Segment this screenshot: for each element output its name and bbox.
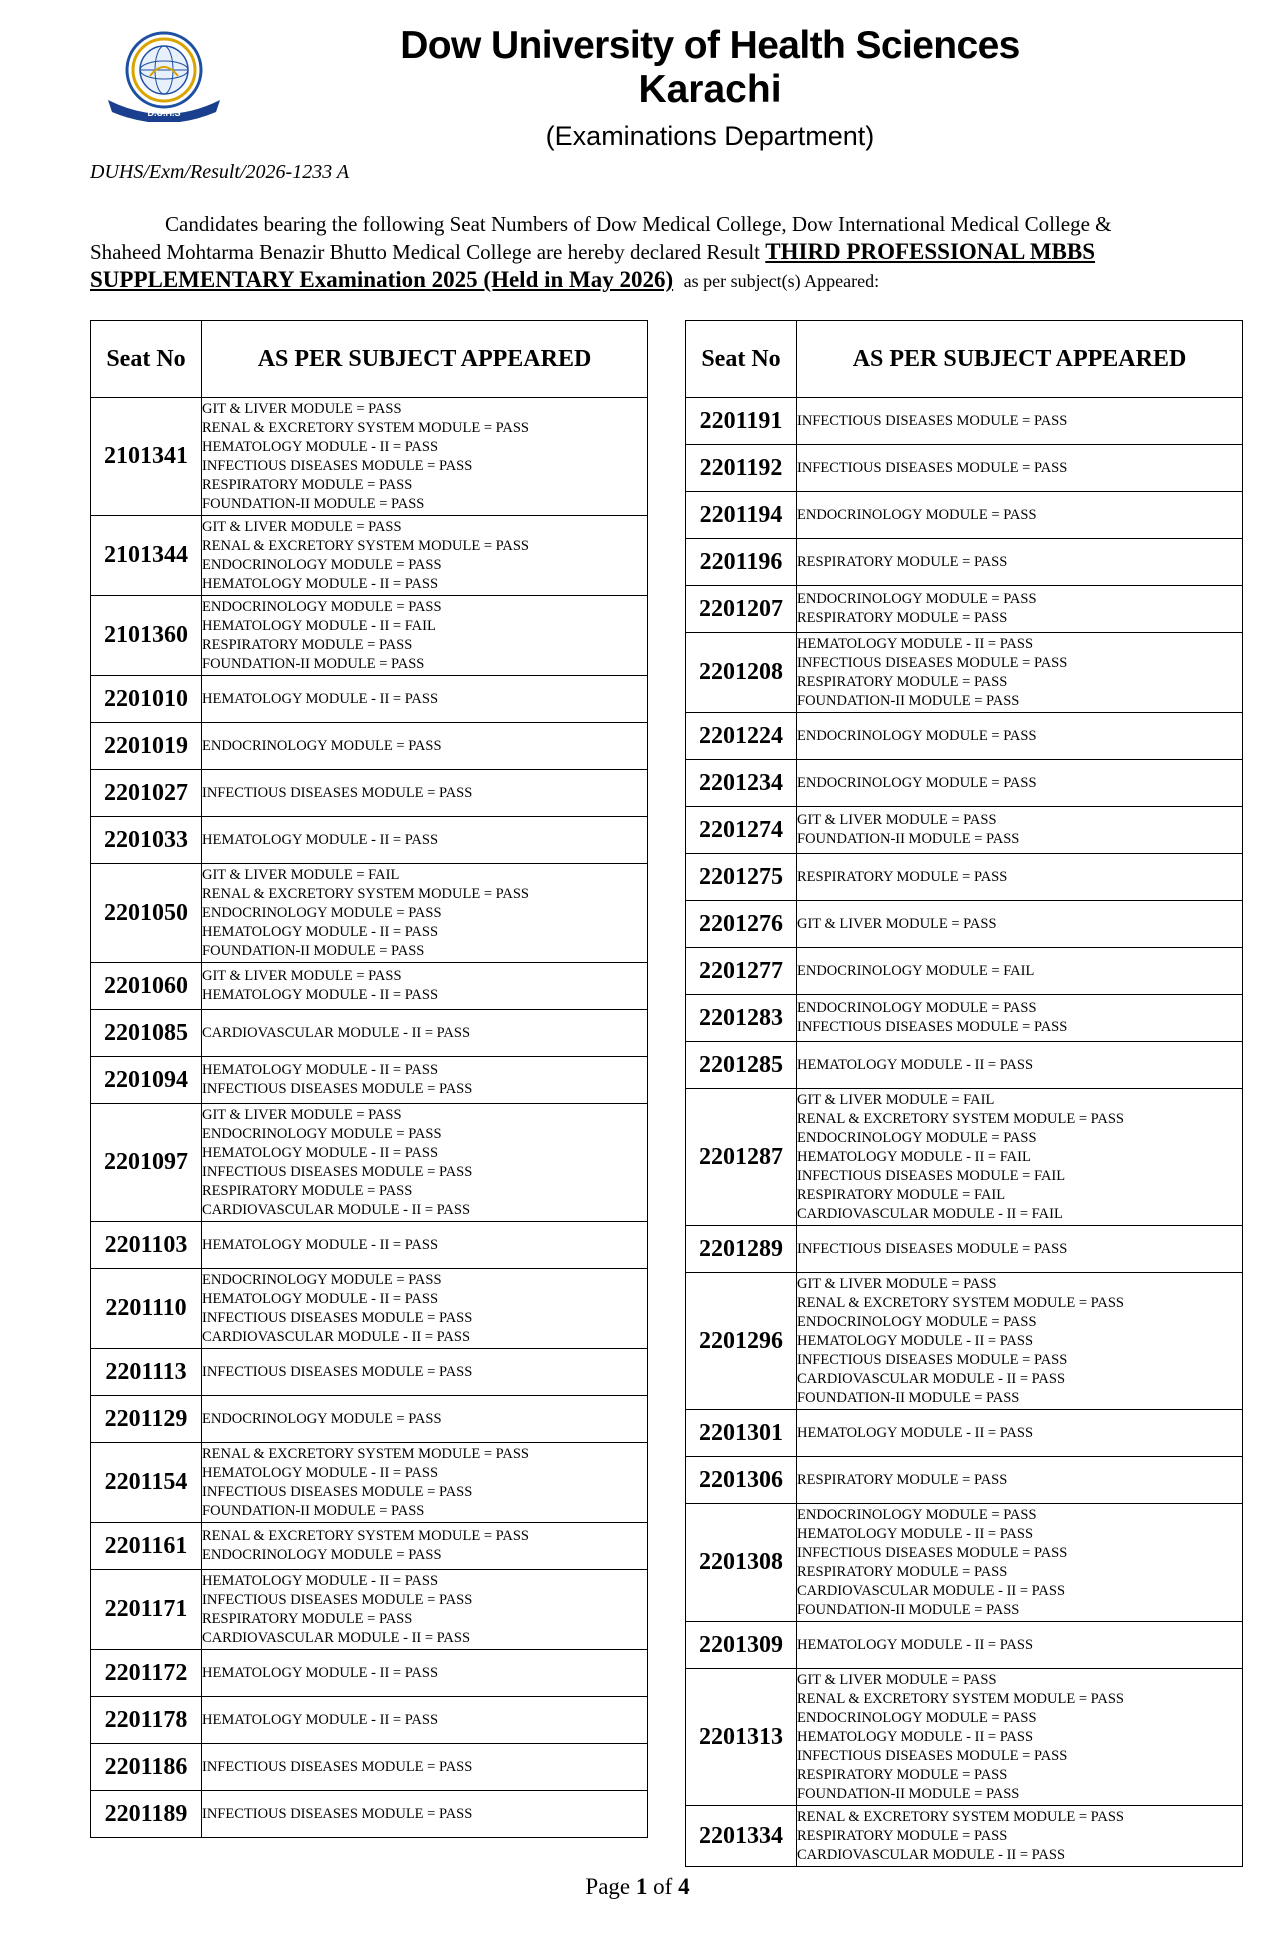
table-row — [91, 1269, 648, 1349]
subject-result-line: ENDOCRINOLOGY MODULE = PASS — [202, 737, 442, 754]
subject-result-line: RESPIRATORY MODULE = FAIL — [797, 1186, 1006, 1203]
seat-number: 2201103 — [91, 1222, 202, 1269]
subject-results — [797, 445, 1243, 492]
subject-result-line: HEMATOLOGY MODULE - II = PASS — [797, 1525, 1034, 1542]
subject-result-line: INFECTIOUS DISEASES MODULE = PASS — [797, 412, 1068, 429]
subject-result-line: FOUNDATION-II MODULE = PASS — [797, 831, 1020, 847]
table-row — [686, 1669, 1243, 1806]
table-row — [91, 1697, 648, 1744]
subject-result-line: HEMATOLOGY MODULE - II = FAIL — [202, 617, 436, 634]
subject-result-line: RESPIRATORY MODULE = PASS — [797, 1766, 1008, 1783]
subject-result-line: CARDIOVASCULAR MODULE - II = PASS — [797, 1846, 1066, 1863]
reference-number: DUHS/Exm/Result/2026-1233 A — [90, 161, 350, 183]
subject-results — [202, 817, 648, 864]
subject-result-line: HEMATOLOGY MODULE - II = PASS — [202, 1144, 439, 1161]
subject-results — [202, 1222, 648, 1269]
subject-result-line: RESPIRATORY MODULE = PASS — [797, 553, 1008, 570]
subject-results — [202, 1523, 648, 1570]
subject-results — [202, 1396, 648, 1443]
seat-no-header: Seat No — [91, 321, 202, 398]
page-current: 1 — [635, 1874, 648, 1899]
subject-result-line: ENDOCRINOLOGY MODULE = PASS — [202, 1125, 442, 1142]
table-row — [686, 398, 1243, 445]
seat-number: 2201178 — [91, 1697, 202, 1744]
subject-results — [797, 1273, 1243, 1410]
subject-result-line: HEMATOLOGY MODULE - II = FAIL — [797, 1148, 1031, 1165]
subject-results — [202, 1269, 648, 1349]
subject-results — [797, 1504, 1243, 1622]
subject-results — [202, 723, 648, 770]
seat-number: 2201027 — [91, 770, 202, 817]
subject-results — [202, 1570, 648, 1650]
university-city: Karachi — [638, 68, 782, 111]
seat-number: 2201277 — [686, 948, 797, 995]
subject-result-line: GIT & LIVER MODULE = PASS — [797, 1671, 997, 1688]
subject-result-line: ENDOCRINOLOGY MODULE = PASS — [797, 1506, 1037, 1523]
seat-number: 2201050 — [91, 864, 202, 963]
subject-result-line: RESPIRATORY MODULE = PASS — [797, 1827, 1008, 1844]
subject-result-line: CARDIOVASCULAR MODULE - II = PASS — [202, 1629, 471, 1646]
seat-number: 2201172 — [91, 1650, 202, 1697]
subject-result-line: ENDOCRINOLOGY MODULE = PASS — [202, 1271, 442, 1288]
subject-result-line: HEMATOLOGY MODULE - II = PASS — [202, 987, 439, 1003]
table-row — [686, 633, 1243, 713]
subject-result-line: GIT & LIVER MODULE = PASS — [797, 915, 997, 932]
table-row — [91, 864, 648, 963]
seat-number: 2201060 — [91, 963, 202, 1010]
subject-result-line: RENAL & EXCRETORY SYSTEM MODULE = PASS — [202, 1528, 529, 1544]
seat-number: 2201274 — [686, 807, 797, 854]
table-row — [686, 1042, 1243, 1089]
subject-result-line: GIT & LIVER MODULE = PASS — [202, 1106, 402, 1123]
table-row — [686, 854, 1243, 901]
table-row — [686, 1273, 1243, 1410]
subject-result-line: INFECTIOUS DISEASES MODULE = PASS — [797, 1351, 1068, 1368]
subject-result-line: FOUNDATION-II MODULE = PASS — [797, 1785, 1020, 1802]
subject-result-line: HEMATOLOGY MODULE - II = PASS — [202, 438, 439, 455]
subject-result-line: ENDOCRINOLOGY MODULE = PASS — [797, 1313, 1037, 1330]
subject-results — [797, 1410, 1243, 1457]
subject-results — [202, 398, 648, 516]
table-row — [91, 817, 648, 864]
subject-result-line: RENAL & EXCRETORY SYSTEM MODULE = PASS — [797, 1808, 1124, 1825]
subject-result-line: FOUNDATION-II MODULE = PASS — [797, 692, 1020, 709]
subject-results — [797, 1669, 1243, 1806]
subject-results — [797, 1226, 1243, 1273]
subject-result-line: HEMATOLOGY MODULE - II = PASS — [797, 635, 1034, 652]
seat-number: 2201194 — [686, 492, 797, 539]
subject-results — [797, 492, 1243, 539]
table-row — [91, 723, 648, 770]
subject-result-line: RESPIRATORY MODULE = PASS — [797, 673, 1008, 690]
department-name: (Examinations Department) — [545, 121, 875, 151]
seat-number: 2201010 — [91, 676, 202, 723]
table-row — [686, 1457, 1243, 1504]
subject-results — [202, 770, 648, 817]
table-row — [91, 1349, 648, 1396]
seat-number: 2201191 — [686, 398, 797, 445]
subject-results — [797, 807, 1243, 854]
subject-result-line: FOUNDATION-II MODULE = PASS — [202, 1502, 425, 1519]
seat-number: 2201285 — [686, 1042, 797, 1089]
subject-result-line: RENAL & EXCRETORY SYSTEM MODULE = PASS — [797, 1110, 1124, 1127]
seat-number: 2201186 — [91, 1744, 202, 1791]
table-row — [686, 1089, 1243, 1226]
subject-result-line: ENDOCRINOLOGY MODULE = PASS — [797, 727, 1037, 744]
intro-line-1: Candidates bearing the following Seat Numbers of Dow Medical College, Dow International Medical College & — [165, 212, 1112, 236]
subject-result-line: RENAL & EXCRETORY SYSTEM MODULE = PASS — [202, 537, 529, 554]
subject-results — [797, 948, 1243, 995]
table-row — [91, 1396, 648, 1443]
seat-number: 2201283 — [686, 995, 797, 1042]
subject-result-line: HEMATOLOGY MODULE - II = PASS — [202, 1464, 439, 1481]
subject-result-line: CARDIOVASCULAR MODULE - II = FAIL — [797, 1205, 1063, 1222]
subject-result-line: HEMATOLOGY MODULE - II = PASS — [202, 690, 439, 707]
subject-results — [797, 760, 1243, 807]
table-row — [91, 770, 648, 817]
subject-result-line: FOUNDATION-II MODULE = PASS — [202, 495, 425, 512]
subject-result-line: CARDIOVASCULAR MODULE - II = PASS — [202, 1201, 471, 1218]
table-row — [91, 1523, 648, 1570]
seat-no-header: Seat No — [686, 321, 797, 398]
table-row — [686, 760, 1243, 807]
duhs-logo — [100, 30, 228, 122]
exam-title-part-1: THIRD PROFESSIONAL MBBS — [765, 239, 1096, 264]
subject-result-line: HEMATOLOGY MODULE - II = PASS — [797, 1728, 1034, 1745]
seat-number: 2201085 — [91, 1010, 202, 1057]
subject-results — [202, 1650, 648, 1697]
subject-result-line: RENAL & EXCRETORY SYSTEM MODULE = PASS — [797, 1294, 1124, 1311]
seat-number: 2201154 — [91, 1443, 202, 1523]
subject-result-line: GIT & LIVER MODULE = PASS — [202, 968, 402, 984]
subject-result-line: ENDOCRINOLOGY MODULE = PASS — [202, 904, 442, 921]
table-row — [91, 1443, 648, 1523]
subject-results — [202, 864, 648, 963]
subject-result-line: RENAL & EXCRETORY SYSTEM MODULE = PASS — [202, 1445, 529, 1462]
subject-result-line: HEMATOLOGY MODULE - II = PASS — [797, 1056, 1034, 1073]
subject-result-line: ENDOCRINOLOGY MODULE = PASS — [202, 1410, 442, 1427]
table-row — [686, 1410, 1243, 1457]
subject-result-line: INFECTIOUS DISEASES MODULE = PASS — [202, 1805, 473, 1822]
table-row — [686, 713, 1243, 760]
subject-result-line: INFECTIOUS DISEASES MODULE = PASS — [202, 784, 473, 801]
seat-number: 2201234 — [686, 760, 797, 807]
subject-result-line: RESPIRATORY MODULE = PASS — [797, 868, 1008, 885]
subject-results — [797, 398, 1243, 445]
table-row — [686, 995, 1243, 1042]
seat-number: 2201110 — [91, 1269, 202, 1349]
subject-results — [797, 1457, 1243, 1504]
intro-tail: as per subject(s) Appeared: — [683, 271, 880, 291]
seat-number: 2201306 — [686, 1457, 797, 1504]
subject-result-line: HEMATOLOGY MODULE - II = PASS — [202, 1664, 439, 1681]
subject-results — [797, 1806, 1243, 1867]
seat-number: 2101341 — [91, 398, 202, 516]
subject-result-line: HEMATOLOGY MODULE - II = PASS — [202, 1236, 439, 1253]
logo-text: D.U.H.S — [147, 108, 181, 118]
table-row — [91, 1650, 648, 1697]
table-row — [686, 539, 1243, 586]
subject-result-line: HEMATOLOGY MODULE - II = PASS — [202, 1572, 439, 1589]
subject-result-line: ENDOCRINOLOGY MODULE = PASS — [797, 1000, 1037, 1016]
subject-result-line: RESPIRATORY MODULE = PASS — [202, 1182, 413, 1199]
seat-number: 2201334 — [686, 1806, 797, 1867]
exam-title-part-2: SUPPLEMENTARY Examination 2025 (Held in May 2026) — [90, 267, 674, 292]
seat-number: 2201033 — [91, 817, 202, 864]
seat-number: 2201019 — [91, 723, 202, 770]
results-table-left — [90, 320, 648, 1838]
page-total: 4 — [678, 1874, 690, 1899]
subject-results — [202, 1104, 648, 1222]
subject-results — [797, 995, 1243, 1042]
subject-result-line: INFECTIOUS DISEASES MODULE = FAIL — [797, 1167, 1066, 1184]
subject-result-line: GIT & LIVER MODULE = FAIL — [797, 1091, 995, 1108]
subject-results — [202, 1010, 648, 1057]
seat-number: 2201289 — [686, 1226, 797, 1273]
intro-line-3 — [90, 266, 1202, 295]
subject-result-line: RESPIRATORY MODULE = PASS — [202, 1610, 413, 1627]
subject-result-line: RESPIRATORY MODULE = PASS — [797, 1563, 1008, 1580]
intro-paragraph — [90, 210, 1202, 295]
page-indicator — [0, 1874, 1275, 1900]
seat-number: 2201276 — [686, 901, 797, 948]
table-row — [686, 586, 1243, 633]
subject-result-line: RENAL & EXCRETORY SYSTEM MODULE = PASS — [202, 419, 529, 436]
table-row — [91, 1791, 648, 1838]
subject-results — [202, 596, 648, 676]
subject-result-line: HEMATOLOGY MODULE - II = PASS — [202, 1290, 439, 1307]
seat-number: 2201287 — [686, 1089, 797, 1226]
seat-number: 2201094 — [91, 1057, 202, 1104]
subject-results — [202, 1697, 648, 1744]
subject-result-line: HEMATOLOGY MODULE - II = PASS — [202, 923, 439, 940]
seat-number: 2201313 — [686, 1669, 797, 1806]
page-separator: of — [653, 1874, 673, 1899]
subject-result-line: ENDOCRINOLOGY MODULE = FAIL — [797, 962, 1035, 979]
subject-results — [797, 1622, 1243, 1669]
subject-result-line: HEMATOLOGY MODULE - II = PASS — [797, 1332, 1034, 1349]
subject-result-line: INFECTIOUS DISEASES MODULE = PASS — [202, 1758, 473, 1775]
subject-results — [797, 901, 1243, 948]
subject-result-line: HEMATOLOGY MODULE - II = PASS — [202, 1711, 439, 1728]
table-row — [91, 1010, 648, 1057]
subject-results — [202, 1791, 648, 1838]
seat-number: 2101360 — [91, 596, 202, 676]
subject-result-line: GIT & LIVER MODULE = PASS — [202, 400, 402, 417]
seat-number: 2201113 — [91, 1349, 202, 1396]
table-row — [91, 1057, 648, 1104]
subject-result-line: ENDOCRINOLOGY MODULE = PASS — [202, 556, 442, 573]
subject-result-line: CARDIOVASCULAR MODULE - II = PASS — [202, 1024, 471, 1041]
subjects-header: AS PER SUBJECT APPEARED — [202, 321, 648, 398]
seat-number: 2201208 — [686, 633, 797, 713]
subject-result-line: GIT & LIVER MODULE = PASS — [797, 1275, 997, 1292]
seat-number: 2201224 — [686, 713, 797, 760]
subject-results — [797, 713, 1243, 760]
table-row — [686, 948, 1243, 995]
table-header-row — [91, 321, 648, 398]
subject-result-line: INFECTIOUS DISEASES MODULE = PASS — [797, 654, 1068, 671]
page-prefix: Page — [585, 1874, 631, 1899]
subject-result-line: ENDOCRINOLOGY MODULE = PASS — [202, 598, 442, 615]
table-row — [91, 516, 648, 596]
table-row — [686, 807, 1243, 854]
subject-result-line: INFECTIOUS DISEASES MODULE = PASS — [202, 1591, 473, 1608]
seat-number: 2201207 — [686, 586, 797, 633]
subject-result-line: HEMATOLOGY MODULE - II = PASS — [202, 1062, 439, 1078]
university-name: Dow University of Health Sciences — [400, 24, 1020, 67]
subject-result-line: ENDOCRINOLOGY MODULE = PASS — [797, 506, 1037, 523]
table-row — [686, 1504, 1243, 1622]
subject-result-line: INFECTIOUS DISEASES MODULE = PASS — [202, 1081, 473, 1097]
subject-result-line: HEMATOLOGY MODULE - II = PASS — [202, 575, 439, 592]
subject-result-line: INFECTIOUS DISEASES MODULE = PASS — [797, 1544, 1068, 1561]
subject-result-line: ENDOCRINOLOGY MODULE = PASS — [797, 591, 1037, 607]
table-row — [686, 1622, 1243, 1669]
table-row — [91, 1744, 648, 1791]
subject-result-line: INFECTIOUS DISEASES MODULE = PASS — [202, 1163, 473, 1180]
subject-result-line: INFECTIOUS DISEASES MODULE = PASS — [797, 1240, 1068, 1257]
subject-result-line: FOUNDATION-II MODULE = PASS — [797, 1389, 1020, 1406]
subject-result-line: RESPIRATORY MODULE = PASS — [202, 476, 413, 493]
subject-results — [202, 963, 648, 1010]
subject-results — [797, 586, 1243, 633]
seat-number: 2201161 — [91, 1523, 202, 1570]
subject-result-line: FOUNDATION-II MODULE = PASS — [797, 1601, 1020, 1618]
subject-result-line: ENDOCRINOLOGY MODULE = PASS — [797, 774, 1037, 791]
subject-results — [202, 1349, 648, 1396]
subject-results — [797, 854, 1243, 901]
subject-results — [202, 676, 648, 723]
subject-results — [202, 1057, 648, 1104]
table-row — [686, 492, 1243, 539]
table-row — [686, 445, 1243, 492]
subject-result-line: HEMATOLOGY MODULE - II = PASS — [202, 831, 439, 848]
subject-result-line: HEMATOLOGY MODULE - II = PASS — [797, 1424, 1034, 1441]
subject-result-line: RENAL & EXCRETORY SYSTEM MODULE = PASS — [202, 885, 529, 902]
subject-result-line: CARDIOVASCULAR MODULE - II = PASS — [202, 1328, 471, 1345]
subject-result-line: ENDOCRINOLOGY MODULE = PASS — [797, 1709, 1037, 1726]
table-row — [686, 1806, 1243, 1867]
subject-result-line: RENAL & EXCRETORY SYSTEM MODULE = PASS — [797, 1690, 1124, 1707]
subject-result-line: GIT & LIVER MODULE = FAIL — [202, 866, 400, 883]
table-row — [91, 1222, 648, 1269]
seat-number: 2201296 — [686, 1273, 797, 1410]
table-row — [686, 1226, 1243, 1273]
subject-result-line: CARDIOVASCULAR MODULE - II = PASS — [797, 1582, 1066, 1599]
seat-number: 2201171 — [91, 1570, 202, 1650]
subject-result-line: INFECTIOUS DISEASES MODULE = PASS — [797, 1747, 1068, 1764]
subject-results — [797, 1042, 1243, 1089]
subject-result-line: ENDOCRINOLOGY MODULE = PASS — [202, 1547, 442, 1563]
subject-result-line: FOUNDATION-II MODULE = PASS — [202, 942, 425, 959]
subject-results — [797, 1089, 1243, 1226]
subject-result-line: RESPIRATORY MODULE = PASS — [202, 636, 413, 653]
subject-result-line: INFECTIOUS DISEASES MODULE = PASS — [202, 1483, 473, 1500]
subject-result-line: INFECTIOUS DISEASES MODULE = PASS — [797, 459, 1068, 476]
table-row — [91, 963, 648, 1010]
subject-result-line: RESPIRATORY MODULE = PASS — [797, 610, 1008, 626]
subject-results — [797, 633, 1243, 713]
subject-results — [202, 1443, 648, 1523]
seat-number: 2201196 — [686, 539, 797, 586]
table-row — [91, 596, 648, 676]
seat-number: 2201309 — [686, 1622, 797, 1669]
subject-result-line: ENDOCRINOLOGY MODULE = PASS — [797, 1129, 1037, 1146]
seat-number: 2201308 — [686, 1504, 797, 1622]
subject-result-line: INFECTIOUS DISEASES MODULE = PASS — [797, 1019, 1068, 1035]
subject-result-line: GIT & LIVER MODULE = PASS — [797, 812, 997, 828]
subject-result-line: FOUNDATION-II MODULE = PASS — [202, 655, 425, 672]
subject-result-line: GIT & LIVER MODULE = PASS — [202, 518, 402, 535]
intro-line-2-text: Shaheed Mohtarma Benazir Bhutto Medical College are hereby declared Result — [90, 240, 766, 264]
subject-result-line: INFECTIOUS DISEASES MODULE = PASS — [202, 457, 473, 474]
subjects-header: AS PER SUBJECT APPEARED — [797, 321, 1243, 398]
seat-number: 2101344 — [91, 516, 202, 596]
table-row — [686, 901, 1243, 948]
seat-number: 2201129 — [91, 1396, 202, 1443]
subject-result-line: HEMATOLOGY MODULE - II = PASS — [797, 1636, 1034, 1653]
subject-result-line: INFECTIOUS DISEASES MODULE = PASS — [202, 1309, 473, 1326]
subject-result-line: INFECTIOUS DISEASES MODULE = PASS — [202, 1363, 473, 1380]
seat-number: 2201192 — [686, 445, 797, 492]
results-table-right — [685, 320, 1243, 1867]
seat-number: 2201275 — [686, 854, 797, 901]
subject-results — [797, 539, 1243, 586]
table-header-row — [686, 321, 1243, 398]
subject-result-line: RESPIRATORY MODULE = PASS — [797, 1471, 1008, 1488]
subject-results — [202, 516, 648, 596]
table-row — [91, 1104, 648, 1222]
subject-results — [202, 1744, 648, 1791]
seat-number: 2201301 — [686, 1410, 797, 1457]
table-row — [91, 398, 648, 516]
table-row — [91, 1570, 648, 1650]
seat-number: 2201097 — [91, 1104, 202, 1222]
seat-number: 2201189 — [91, 1791, 202, 1838]
table-row — [91, 676, 648, 723]
subject-result-line: CARDIOVASCULAR MODULE - II = PASS — [797, 1370, 1066, 1387]
intro-line-2 — [90, 238, 1202, 266]
